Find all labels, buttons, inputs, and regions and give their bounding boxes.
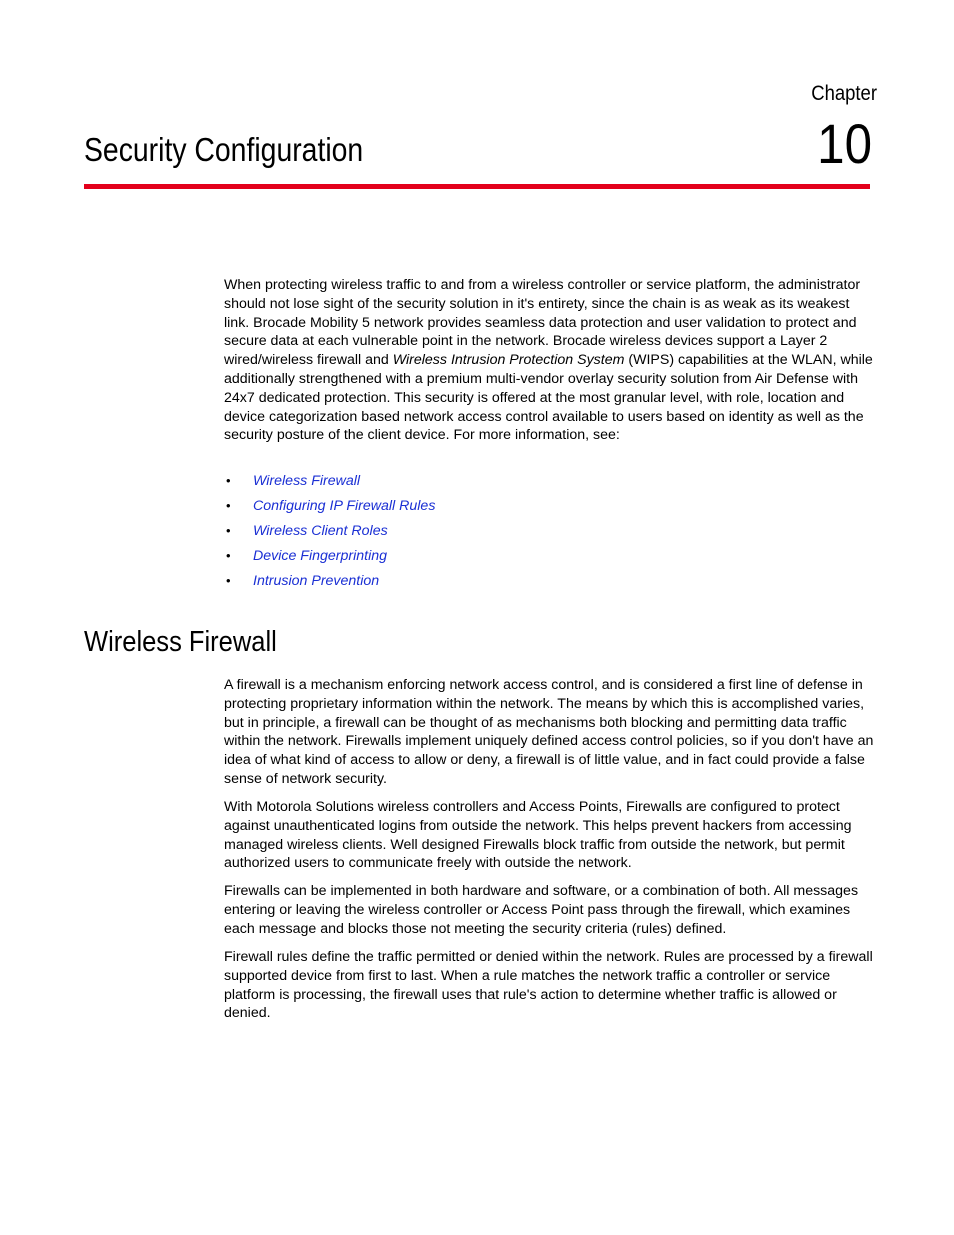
list-item bbox=[224, 497, 435, 522]
intro-text-start: When protecting wireless traffic to and from a wireless controller or service platform, the administrator should not lose sight of the security solution in it's entirety, since the chain is as weak as its weakest link. Brocade Mobility 5 network provides seamless data protection and user validation to protect and secure data at each vulnerable point in the network. Brocade wireless devices support a Layer 2 wired/wireless firewall and bbox=[224, 277, 861, 369]
bullet-icon: • bbox=[226, 473, 231, 488]
chapter-number: 10 bbox=[817, 112, 872, 175]
link-wireless-client-roles[interactable]: Wireless Client Roles bbox=[253, 523, 388, 539]
bullet-icon: • bbox=[226, 573, 231, 588]
intro-text-end: (WIPS) capabilities at the WLAN, while additionally strengthened with a premium multi-vendor overlay security solution from Air Defense with 24x7 dedicated protection. This security is offered at the most granular level, with role, location and device categorization based network access control available to users based on identity as well as the security posture of the client device. For more information, see: bbox=[224, 352, 873, 444]
section-heading: Wireless Firewall bbox=[84, 626, 277, 658]
chapter-label: Chapter bbox=[811, 82, 877, 105]
link-wireless-firewall[interactable]: Wireless Firewall bbox=[253, 473, 361, 489]
list-item bbox=[224, 547, 435, 572]
list-item bbox=[224, 522, 435, 547]
link-device-fingerprinting[interactable]: Device Fingerprinting bbox=[253, 548, 388, 564]
bullet-icon: • bbox=[226, 498, 231, 513]
paragraph: With Motorola Solutions wireless controllers and Access Points, Firewalls are configured to protect against unauthenticated logins from outside the network. This helps prevent hackers from accessing managed wireless clients. Well designed Firewalls block traffic from outside the network, but permit authorized users to communicate freely with outside the network. bbox=[224, 798, 852, 872]
intro-paragraph bbox=[224, 276, 874, 445]
paragraph: Firewall rules define the traffic permitted or denied within the network. Rules are processed by a firewall supported device from first to last. When a rule matches the network traffic a controller or service platform is processing, the firewall uses that rule's action to determine whether traffic is allowed or denied. bbox=[224, 948, 873, 1022]
topic-link-list bbox=[224, 472, 435, 597]
bullet-icon: • bbox=[226, 523, 231, 538]
intro-emphasis: Wireless Intrusion Protection System bbox=[392, 352, 625, 369]
link-intrusion-prevention[interactable]: Intrusion Prevention bbox=[253, 573, 380, 589]
paragraph: Firewalls can be implemented in both hardware and software, or a combination of both. All messages entering or leaving the wireless controller or Access Point pass through the firewall, which examines each message and blocks those not meeting the security criteria (rules) defined. bbox=[224, 883, 859, 937]
list-item bbox=[224, 572, 435, 597]
list-item bbox=[224, 472, 435, 497]
title-rule bbox=[84, 184, 870, 189]
bullet-icon: • bbox=[226, 548, 231, 563]
paragraph: A firewall is a mechanism enforcing network access control, and is considered a first line of defense in protecting proprietary information within the network. The means by which this is accomplished varies, but in principle, a firewall can be thought of as mechanisms both blocking and permitting data traffic within the network. Firewalls implement uniquely defined access control policies, so if you don't have an idea of what kind of access to allow or deny, a firewall is of little value, and in fact could provide a false sense of network security. bbox=[224, 677, 874, 787]
link-configuring-ip-firewall-rules[interactable]: Configuring IP Firewall Rules bbox=[253, 498, 436, 514]
page-title: Security Configuration bbox=[84, 131, 364, 168]
section-body bbox=[224, 676, 874, 1032]
